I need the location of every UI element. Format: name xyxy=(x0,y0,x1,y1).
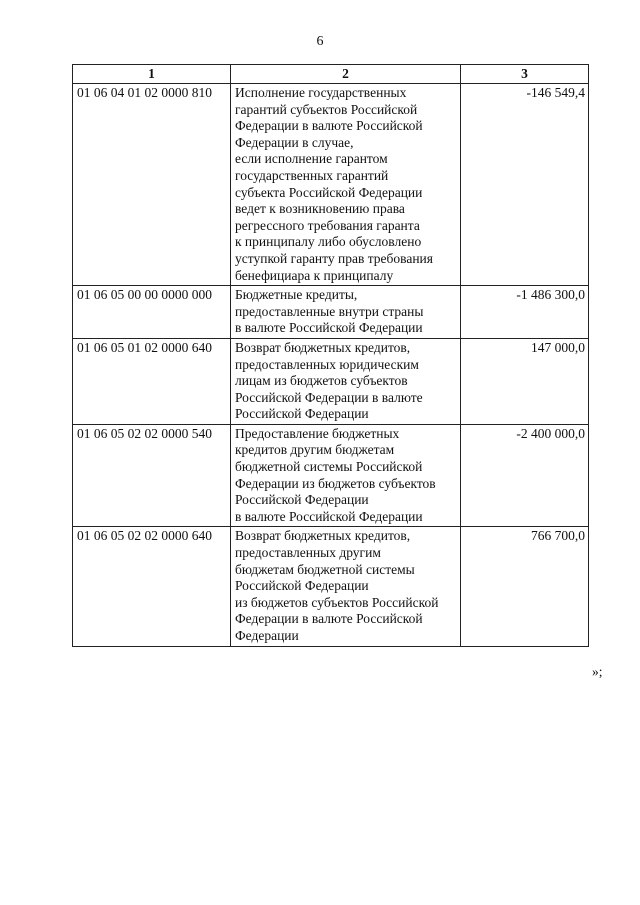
page-number: 6 xyxy=(316,34,324,49)
row-code: 01 06 05 02 02 0000 540 xyxy=(73,424,231,527)
row-name: Возврат бюджетных кредитов, предоставленных юридическим лицам из бюджетов субъектов Российской Федерации в валюте Российской Федерации xyxy=(231,338,461,424)
table-row xyxy=(73,527,589,646)
row-amount: 147 000,0 xyxy=(461,338,589,424)
row-code: 01 06 04 01 02 0000 810 xyxy=(73,84,231,286)
closing-quote-mark: »; xyxy=(592,664,603,679)
table-row xyxy=(73,84,589,286)
table-row xyxy=(73,338,589,424)
row-name: Исполнение государственных гарантий субъектов Российской Федерации в валюте Российской Федерации в случае, если исполнение гарантом государственных гарантий субъекта Российской Федерации ведет к возникновению права регрессного требования гаранта к принципалу либо обусловлено уступкой гаранту прав требования бенефициара к принципалу xyxy=(231,84,461,286)
row-name: Бюджетные кредиты, предоставленные внутри страны в валюте Российской Федерации xyxy=(231,286,461,339)
row-code: 01 06 05 02 02 0000 640 xyxy=(73,527,231,646)
column-header-name: 2 xyxy=(231,65,461,84)
row-amount: -2 400 000,0 xyxy=(461,424,589,527)
column-header-code: 1 xyxy=(73,65,231,84)
row-amount: -146 549,4 xyxy=(461,84,589,286)
row-code: 01 06 05 00 00 0000 000 xyxy=(73,286,231,339)
budget-sources-table xyxy=(72,64,589,647)
table-row xyxy=(73,424,589,527)
row-name: Возврат бюджетных кредитов, предоставленных другим бюджетам бюджетной системы Российской Федерации из бюджетов субъектов Российской Федерации в валюте Российской Федерации xyxy=(231,527,461,646)
row-name: Предоставление бюджетных кредитов другим бюджетам бюджетной системы Российской Федерации из бюджетов субъектов Российской Федерации в валюте Российской Федерации xyxy=(231,424,461,527)
row-amount: 766 700,0 xyxy=(461,527,589,646)
column-header-amount: 3 xyxy=(461,65,589,84)
row-amount: -1 486 300,0 xyxy=(461,286,589,339)
row-code: 01 06 05 01 02 0000 640 xyxy=(73,338,231,424)
table-header-row xyxy=(73,65,589,84)
table-row xyxy=(73,286,589,339)
